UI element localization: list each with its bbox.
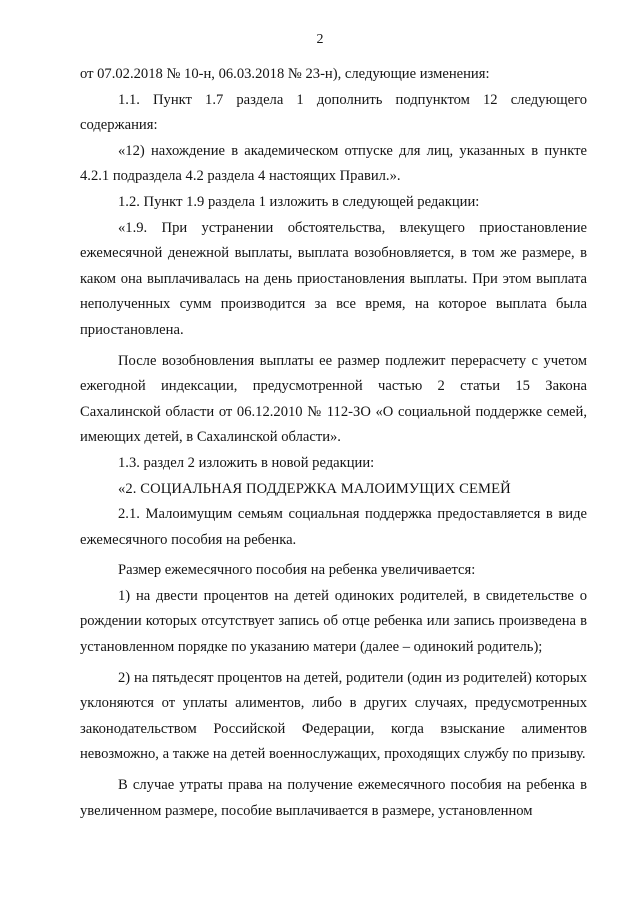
document-body [80,62,587,824]
list-item-1: 1) на двести процентов на детей одиноких родителей, в свидетельстве о рождении которых отсутствует запись об отце ребенка или запись произведена в установленном порядке по указанию матери (далее – одинокий родитель); [80,587,587,656]
paragraph-resumption: После возобновления выплаты ее размер подлежит перерасчету с учетом ежегодной индексации, предусмотренной частью 2 статьи 15 Закона Сахалинской области от 06.12.2010 № 112-ЗО «О социальной поддержке семей, имеющих детей, в Сахалинской области». [80,352,587,446]
paragraph-loss-of-right: В случае утраты права на получение ежемесячного пособия на ребенка в увеличенном размере, пособие выплачивается в размере, установленном [80,777,587,819]
paragraph-1-1: 1.1. Пункт 1.7 раздела 1 дополнить подпунктом 12 следующего содержания: [80,91,587,134]
paragraph-quote-1-9: «1.9. При устранении обстоятельства, влекущего приостановление ежемесячной денежной выплаты, выплата возобновляется, в том же размере, в каком она выплачивалась на день приостановления выплаты. При этом выплата неполученных сумм производится за все время, на которое выплата была приостановлена. [80,219,587,338]
paragraph-2-1: 2.1. Малоимущим семьям социальная поддержка предоставляется в виде ежемесячного пособия на ребенка. [80,506,587,548]
paragraph-allowance-increase: Размер ежемесячного пособия на ребенка увеличивается: [118,562,476,579]
paragraph-intro: от 07.02.2018 № 10-н, 06.03.2018 № 23-н), следующие изменения: [80,66,490,82]
paragraph-quote-12: «12) нахождение в академическом отпуске для лиц, указанных в пункте 4.2.1 подраздела 4.2 раздела 4 настоящих Правил.». [80,142,587,185]
paragraph-1-2: 1.2. Пункт 1.9 раздела 1 изложить в следующей редакции: [118,193,480,210]
paragraph-1-3: 1.3. раздел 2 изложить в новой редакции: [118,454,375,471]
page-number: 2 [316,32,324,47]
section-heading: «2. СОЦИАЛЬНАЯ ПОДДЕРЖКА МАЛОИМУЩИХ СЕМЕЙ [118,480,511,497]
list-item-2: 2) на пятьдесят процентов на детей, родители (один из родителей) которых уклоняются от уплаты алиментов, либо в других случаях, предусмотренных законодательством Российской Федерации, когда взыскание алиментов невозможно, а также на детей военнослужащих, проходящих службу по призыву. [80,669,587,763]
